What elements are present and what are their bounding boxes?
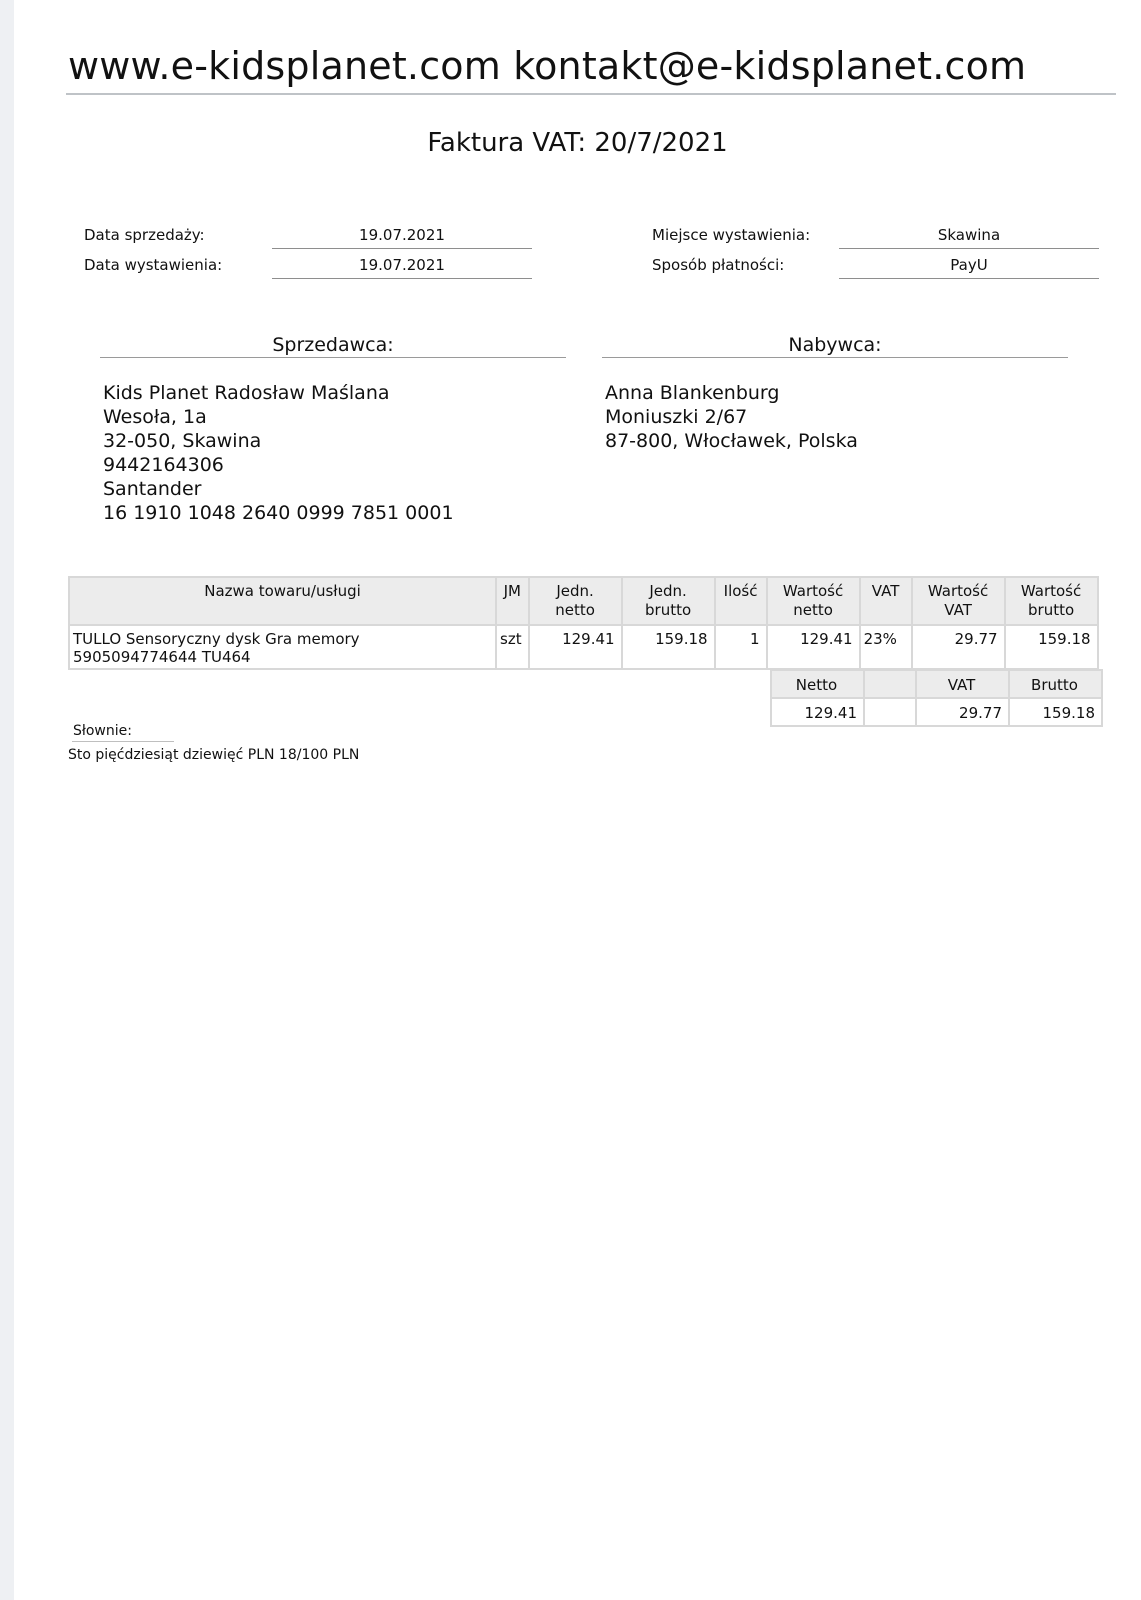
seller-line: 9442164306	[103, 454, 224, 476]
item-net-value: 129.41	[767, 625, 860, 669]
buyer-line: 87-800, Włocławek, Polska	[605, 430, 858, 452]
seller-heading: Sprzedawca:	[272, 334, 394, 356]
place-label: Miejsce wystawienia:	[652, 226, 811, 244]
payment-label: Sposób płatności:	[652, 256, 785, 274]
summary-vat-label: VAT	[916, 670, 1009, 698]
summary-empty-cell	[864, 670, 916, 698]
summary-values-row	[771, 698, 1102, 726]
buyer-heading: Nabywca:	[788, 334, 882, 356]
col-header-qty: Ilość	[715, 577, 767, 625]
words-text: Sto pięćdziesiąt dziewięć PLN 18/100 PLN	[68, 747, 360, 763]
col-header-unit: JM	[496, 577, 529, 625]
buyer-line: Anna Blankenburg	[605, 382, 780, 404]
buyer-line: Moniuszki 2/67	[605, 406, 748, 428]
seller-heading-rule	[100, 357, 566, 358]
item-vat-value: 29.77	[912, 625, 1005, 669]
place-rule	[839, 248, 1099, 249]
sale-date-label: Data sprzedaży:	[84, 226, 205, 244]
issue-date-rule	[272, 278, 532, 279]
words-label-rule	[72, 741, 174, 742]
col-header-gross-value: Wartość brutto	[1005, 577, 1098, 625]
summary-empty-cell	[864, 698, 916, 726]
item-unit: szt	[496, 625, 529, 669]
summary-netto: 129.41	[771, 698, 864, 726]
item-vat-rate: 23%	[860, 625, 912, 669]
summary-vat: 29.77	[916, 698, 1009, 726]
col-header-vat-rate: VAT	[860, 577, 912, 625]
col-header-name: Nazwa towaru/usługi	[69, 577, 496, 625]
col-header-vat-value: Wartość VAT	[912, 577, 1005, 625]
summary-header-row	[771, 670, 1102, 698]
buyer-heading-rule	[602, 357, 1068, 358]
seller-line: Kids Planet Radosław Maślana	[103, 382, 390, 404]
summary-brutto-label: Brutto	[1009, 670, 1102, 698]
seller-line: 32-050, Skawina	[103, 430, 262, 452]
item-gross-value: 159.18	[1005, 625, 1098, 669]
summary-brutto: 159.18	[1009, 698, 1102, 726]
invoice-title: Faktura VAT: 20/7/2021	[427, 128, 728, 158]
item-gross-unit: 159.18	[622, 625, 715, 669]
seller-line: Santander	[103, 478, 202, 500]
sale-date-rule	[272, 248, 532, 249]
summary-table	[770, 669, 1103, 727]
seller-line: 16 1910 1048 2640 0999 7851 0001	[103, 502, 454, 524]
seller-details	[103, 381, 454, 525]
issue-date-label: Data wystawienia:	[84, 256, 223, 274]
place-value: Skawina	[937, 226, 1001, 244]
item-net-unit: 129.41	[529, 625, 622, 669]
item-qty: 1	[715, 625, 767, 669]
payment-rule	[839, 278, 1099, 279]
buyer-details	[605, 381, 858, 453]
col-header-net-unit: Jedn. netto	[529, 577, 622, 625]
col-header-net-value: Wartość netto	[767, 577, 860, 625]
items-table	[68, 576, 1099, 670]
table-header-row	[69, 577, 1098, 625]
col-header-gross-unit: Jedn. brutto	[622, 577, 715, 625]
payment-value: PayU	[950, 256, 988, 274]
sale-date-value: 19.07.2021	[359, 226, 445, 244]
table-row	[69, 625, 1098, 669]
header-divider	[66, 93, 1116, 95]
seller-line: Wesoła, 1a	[103, 406, 207, 428]
issue-date-value: 19.07.2021	[359, 256, 445, 274]
header-contact: www.e-kidsplanet.com kontakt@e-kidsplanet.com	[68, 44, 1027, 88]
words-label: Słownie:	[73, 723, 132, 739]
invoice-page	[14, 0, 1141, 1600]
item-name: TULLO Sensoryczny dysk Gra memory 5905094774644 TU464	[69, 625, 496, 669]
summary-netto-label: Netto	[771, 670, 864, 698]
